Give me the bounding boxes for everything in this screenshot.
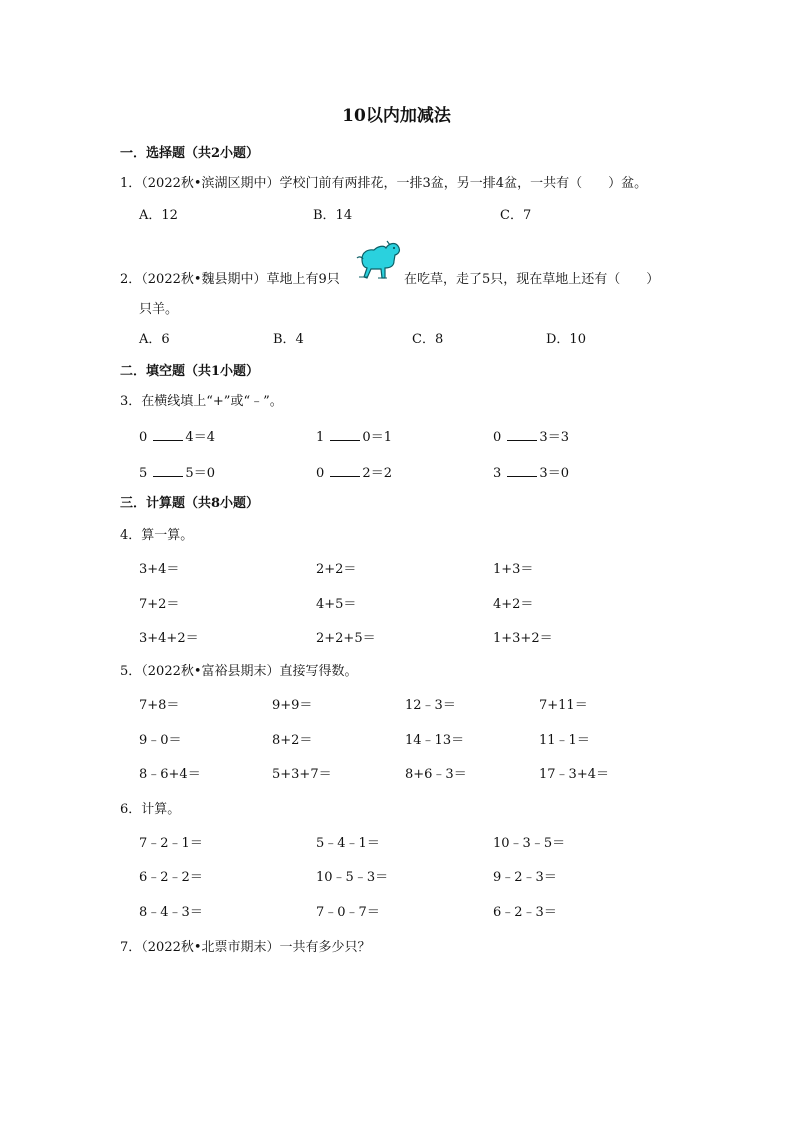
- fill-operand: 0: [139, 430, 148, 445]
- question-6-text: 6．计算。: [120, 802, 181, 817]
- answer-blank[interactable]: [330, 464, 360, 477]
- fill-item: [316, 428, 392, 446]
- q5-expression: 17﹣3+4＝: [539, 767, 609, 782]
- q4-expression: 2+2＝: [316, 562, 357, 577]
- q5-expression: 8+6﹣3＝: [405, 767, 467, 782]
- q5-expression: 14﹣13＝: [405, 733, 465, 748]
- q2-option-a: A．6: [139, 332, 170, 347]
- q5-expression: 11﹣1＝: [539, 733, 590, 748]
- question-4-text: 4．算一算。: [120, 528, 194, 543]
- q6-expression: 10﹣5﹣3＝: [316, 870, 389, 885]
- q2-option-d: D．10: [546, 332, 586, 347]
- answer-blank[interactable]: [330, 428, 360, 441]
- q6-expression: 9﹣2﹣3＝: [493, 870, 557, 885]
- section-heading-calc: 三．计算题（共8小题）: [120, 496, 260, 511]
- q1-option-b: B．14: [313, 208, 353, 223]
- q5-expression: 9﹣0＝: [139, 733, 182, 748]
- fill-result: 3＝0: [539, 466, 569, 481]
- fill-operand: 0: [493, 430, 502, 445]
- fill-item: [139, 428, 215, 446]
- answer-blank[interactable]: [507, 428, 537, 441]
- question-3-text: 3．在横线填上“+”或“﹣”。: [120, 394, 283, 409]
- q6-expression: 10﹣3﹣5＝: [493, 836, 566, 851]
- q5-expression: 7+8＝: [139, 698, 180, 713]
- q6-expression: 7﹣0﹣7＝: [316, 905, 380, 920]
- answer-blank[interactable]: [153, 464, 183, 477]
- q6-expression: 6﹣2﹣2＝: [139, 870, 203, 885]
- fill-item: [139, 464, 215, 482]
- q4-expression: 1+3+2＝: [493, 631, 553, 646]
- section-heading-choice: 一．选择题（共2小题）: [120, 146, 260, 161]
- fill-operand: 1: [316, 430, 325, 445]
- fill-operand: 5: [139, 466, 148, 481]
- fill-item: [493, 428, 569, 446]
- fill-item: [316, 464, 392, 482]
- fill-result: 0＝1: [362, 430, 392, 445]
- q6-expression: 6﹣2﹣3＝: [493, 905, 557, 920]
- answer-blank[interactable]: [507, 464, 537, 477]
- fill-result: 2＝2: [362, 466, 392, 481]
- fill-result: 5＝0: [185, 466, 215, 481]
- fill-result: 3＝3: [539, 430, 569, 445]
- q4-expression: 3+4+2＝: [139, 631, 199, 646]
- q5-expression: 12﹣3＝: [405, 698, 456, 713]
- question-7-text: 7．（2022秋•北票市期末）一共有多少只？: [120, 940, 371, 955]
- q4-expression: 1+3＝: [493, 562, 534, 577]
- q4-expression: 4+5＝: [316, 597, 357, 612]
- q1-option-c: C．7: [500, 208, 532, 223]
- q1-option-a: A．12: [139, 208, 178, 223]
- q6-expression: 7﹣2﹣1＝: [139, 836, 203, 851]
- q5-expression: 5+3+7＝: [272, 767, 332, 782]
- q4-expression: 2+2+5＝: [316, 631, 376, 646]
- q4-expression: 7+2＝: [139, 597, 180, 612]
- q4-expression: 3+4＝: [139, 562, 180, 577]
- q4-expression: 4+2＝: [493, 597, 534, 612]
- question-2-text-before: 2．（2022秋•魏县期中）草地上有9只: [120, 272, 340, 287]
- page-title: 10以内加减法: [342, 106, 451, 126]
- answer-blank[interactable]: [153, 428, 183, 441]
- question-2-text-after: 在吃草，走了5只，现在草地上还有（ ）: [404, 272, 660, 287]
- q6-expression: 5﹣4﹣1＝: [316, 836, 380, 851]
- question-1-text: 1．（2022秋•滨湖区期中）学校门前有两排花，一排3盆，另一排4盆，一共有（ ）盆。: [120, 176, 648, 191]
- q2-option-b: B．4: [273, 332, 304, 347]
- sheep-icon: [354, 239, 402, 281]
- fill-operand: 0: [316, 466, 325, 481]
- q5-expression: 7+11＝: [539, 698, 588, 713]
- question-5-text: 5．（2022秋•富裕县期末）直接写得数。: [120, 664, 358, 679]
- q6-expression: 8﹣4﹣3＝: [139, 905, 203, 920]
- q5-expression: 8+2＝: [272, 733, 313, 748]
- fill-item: [493, 464, 569, 482]
- q5-expression: 8﹣6+4＝: [139, 767, 201, 782]
- q2-option-c: C．8: [412, 332, 444, 347]
- question-2-text-line2: 只羊。: [139, 302, 179, 317]
- q5-expression: 9+9＝: [272, 698, 313, 713]
- fill-result: 4＝4: [185, 430, 215, 445]
- section-heading-fill: 二．填空题（共1小题）: [120, 364, 260, 379]
- fill-operand: 3: [493, 466, 502, 481]
